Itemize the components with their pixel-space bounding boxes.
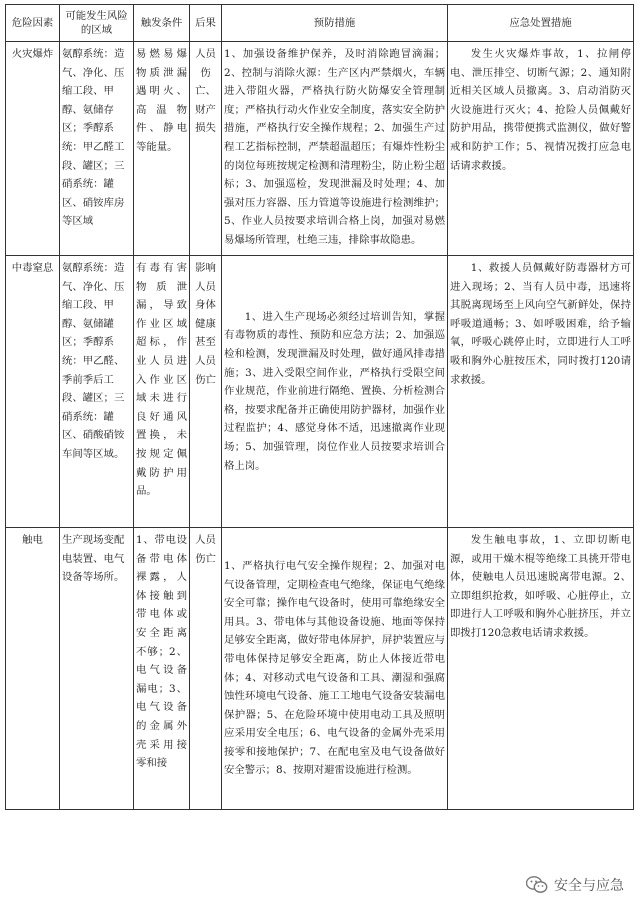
trigger-cell: 易燃易爆物质泄漏遇明火、高温物件、静电等能量。 (134, 42, 190, 256)
trigger-cell: 有毒有害物质泄漏，导致作业区域超标，作业人员进入作业区域未进行良好通风置换，未按规定佩戴防护用品。 (134, 256, 190, 528)
header-consequence: 后果 (190, 5, 222, 42)
risk-area-cell: 氨醇系统：造气、净化、压缩工段、甲醇、氨储存区；季醇系统：甲乙醛工段、罐区；三硝系统：罐区、硝铵库房等区域 (60, 42, 134, 256)
header-area: 可能发生风险的区域 (60, 5, 134, 42)
header-trigger: 触发条件 (134, 5, 190, 42)
prevention-cell: 1、加强设备维护保养，及时消除跑冒滴漏；2、控制与消除火源：生产区内严禁烟火，车辆进入带阻火器，严格执行防火防爆安全管理制度；严格执行动火作业安全制度，落实安全防护措施，严格执行安全操作规程；2、加强生产过程工艺指标控制，严禁超温超压；有爆炸性粉尘的岗位每班按规定检测和清理粉尘，防止粉尘超标；3、加强巡检，发现泄漏及时处理；4、加强对压力容器、压力管道等设施进行检测维护；5、作业人员按要求培训合格上岗，加强对易燃易爆场所管理，杜绝三违，排除事故隐患。 (222, 42, 448, 256)
risk-area-cell: 氨醇系统：造气、净化、压缩工段、甲醇、氨储罐区；季醇系统：甲乙醛、季前季后工段、罐区；三硝系统：罐区、硝酸硝铵车间等区域。 (60, 256, 134, 528)
wechat-official-account-icon (526, 876, 548, 894)
watermark-text: 安全与应急 (554, 878, 624, 894)
risk-area-cell: 生产现场变配电装置、电气设备等场所。 (60, 528, 134, 810)
prevention-cell: 1、严格执行电气安全操作规程；2、加强对电气设备管理，定期检查电气绝缘，保证电气绝缘安全可靠；操作电气设备时，使用可靠绝缘安全用具。3、带电体与其他设备设施、地面等保持足够安全距离，做好带电体屏护，屏护装置应与带电体保持足够安全距离，防止人体接近带电体；4、对移动式电气设备和工具、潮湿和强腐蚀性环境电气设备、施工工地电气设备安装漏电保护器；5、在危险环境中使用电动工具及照明应采用安全电压；6、电气设备的金属外壳采用接零和接地保护；7、在配电室及电气设备做好安全警示；8、按期对避雷设施进行检测。 (222, 528, 448, 810)
consequence-cell: 人员伤亡、财产损失 (190, 42, 222, 256)
emergency-cell: 1、救援人员佩戴好防毒器材方可进入现场；2、当有人员中毒，迅速将其脱离现场至上风向空气新鲜处，保持呼吸道通畅；3、如呼吸困难，给予输氧，呼吸心跳停止时，立即进行人工呼吸和胸外心脏按压术，同时拨打120请求救援。 (448, 256, 634, 528)
risk-table (5, 4, 634, 810)
emergency-cell: 发生触电事故，1、立即切断电源，或用干燥木棍等绝缘工具挑开带电体，使触电人员迅速脱离带电源。2、立即组织抢救，如呼吸、心脏停止，立即进行人工呼吸和胸外心脏挤压，并立即拨打120急救电话请求救援。 (448, 528, 634, 810)
table-row-electric (6, 528, 634, 810)
watermark (526, 875, 624, 895)
risk-factor-cell: 火灾爆炸 (6, 42, 60, 256)
table-row-fire (6, 42, 634, 256)
header-emergency: 应急处置措施 (448, 5, 634, 42)
header-prevention: 预防措施 (222, 5, 448, 42)
consequence-cell: 影响人员身体健康甚至人员伤亡 (190, 256, 222, 528)
table-header-row (6, 5, 634, 42)
table-row-poison (6, 256, 634, 528)
risk-factor-cell: 中毒窒息 (6, 256, 60, 528)
risk-factor-cell: 触电 (6, 528, 60, 810)
trigger-cell: 1、带电设备带电体裸露，人体接触到带电体或安全距离不够；2、电气设备漏电；3、电气设备的金属外壳采用接零和接 (134, 528, 190, 810)
prevention-cell: 1、进入生产现场必须经过培训告知，掌握有毒物质的毒性、预防和应急方法；2、加强巡检和检测，发现泄漏及时处理，做好通风排毒措施；3、进入受限空间作业，严格执行受限空间作业规范，作业前进行隔绝、置换、分析检测合格，按要求配备并正确使用防护器材，加强作业过程监护；4、感觉身体不适，迅速撤离作业现场；5、加强管理，岗位作业人员按要求培训合格上岗。 (222, 256, 448, 528)
header-factor: 危险因素 (6, 5, 60, 42)
emergency-cell: 发生火灾爆炸事故，1、拉闸停电、泄压排空、切断气源；2、通知附近相关区域人员撤离。3、启动消防灭火设施进行灭火；4、抢险人员佩戴好防护用品，携带便携式监测仪，做好警戒和防护工作；5、视情况拨打应急电话请求救援。 (448, 42, 634, 256)
consequence-cell: 人员伤亡 (190, 528, 222, 810)
